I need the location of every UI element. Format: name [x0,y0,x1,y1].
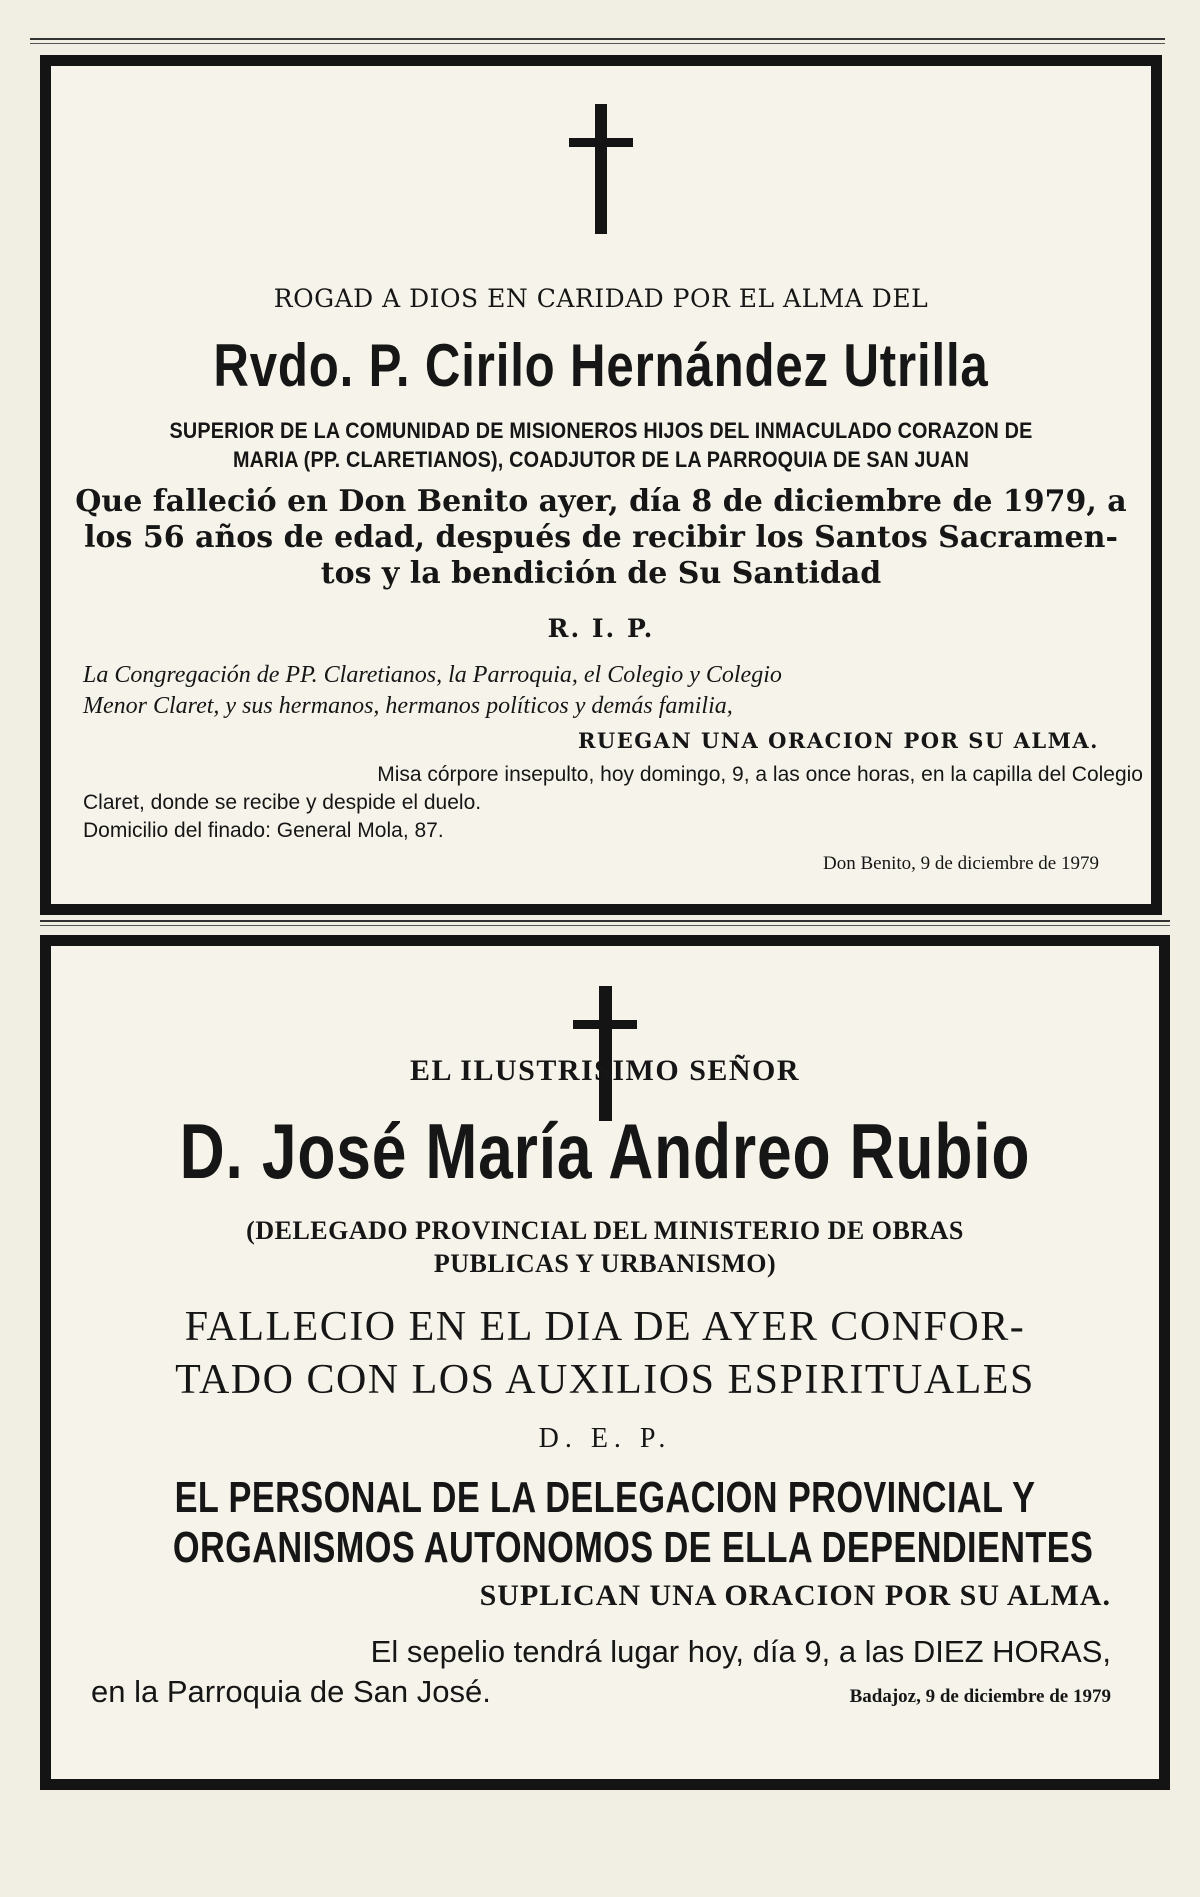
family-text: Menor Claret, y sus hermanos, hermanos políticos y demás familia, [83,693,733,719]
burial-text: en la Parroquia de San José. [91,1674,491,1709]
staff-text: EL PERSONAL DE LA DELEGACION PROVINCIAL Y [174,1473,1036,1522]
cross-icon [569,104,633,234]
obituary-notice-1 [40,55,1162,915]
burial-text: El sepelio tendrá lugar hoy, día 9, a las DIEZ HORAS, [370,1634,1111,1669]
staff-text: ORGANISMOS AUTONOMOS DE ELLA DEPENDIENTES [172,1523,1094,1572]
intro-text: ROGAD A DIOS EN CARIDAD POR EL ALMA DEL [273,284,929,313]
position-line: (DELEGADO PROVINCIAL DEL MINISTERIO DE OBRAS [246,1216,964,1245]
obituary-notice-2 [40,935,1170,1790]
place-date: Don Benito, 9 de diciembre de 1979 [823,853,1099,874]
death-text: Que falleció en Don Benito ayer, día 8 de diciembre de 1979, a [75,484,1127,519]
deceased-name: D. José María Andreo Rubio [179,1107,1031,1195]
dep-text: D. E. P. [538,1423,672,1454]
deceased-name: Rvdo. P. Cirilo Hernández Utrilla [213,332,989,399]
place-date: Badajoz, 9 de diciembre de 1979 [849,1686,1111,1707]
family-text: La Congregación de PP. Claretianos, la Parroquia, el Colegio y Colegio [83,662,782,688]
death-text: tos y la bendición de Su Santidad [320,556,882,591]
rip-text: R. I. P. [547,614,655,643]
death-text: los 56 años de edad, después de recibir los Santos Sacramen- [84,520,1118,555]
position-line: PUBLICAS Y URBANISMO) [433,1249,777,1278]
death-text: FALLECIO EN EL DIA DE AYER CONFOR- [184,1304,1026,1350]
mass-text: Claret, donde se recibe y despide el duelo. [83,791,482,814]
prayer-request: SUPLICAN UNA ORACION POR SU ALMA. [479,1579,1111,1612]
address-text: Domicilio del finado: General Mola, 87. [83,819,444,842]
position-line: MARIA (PP. CLARETIANOS), COADJUTOR DE LA PARROQUIA DE SAN JUAN [232,447,970,472]
mass-text: Misa córpore insepulto, hoy domingo, 9, a las once horas, en la capilla del Colegio [377,763,1143,786]
death-text: TADO CON LOS AUXILIOS ESPIRITUALES [175,1357,1035,1403]
title-text: EL ILUSTRISIMO SEÑOR [409,1054,801,1087]
top-rule [30,38,1165,44]
position-line: SUPERIOR DE LA COMUNIDAD DE MISIONEROS HIJOS DEL INMACULADO CORAZON DE [169,418,1033,443]
middle-rule [40,920,1170,926]
prayer-request: RUEGAN UNA ORACION POR SU ALMA. [577,728,1099,753]
